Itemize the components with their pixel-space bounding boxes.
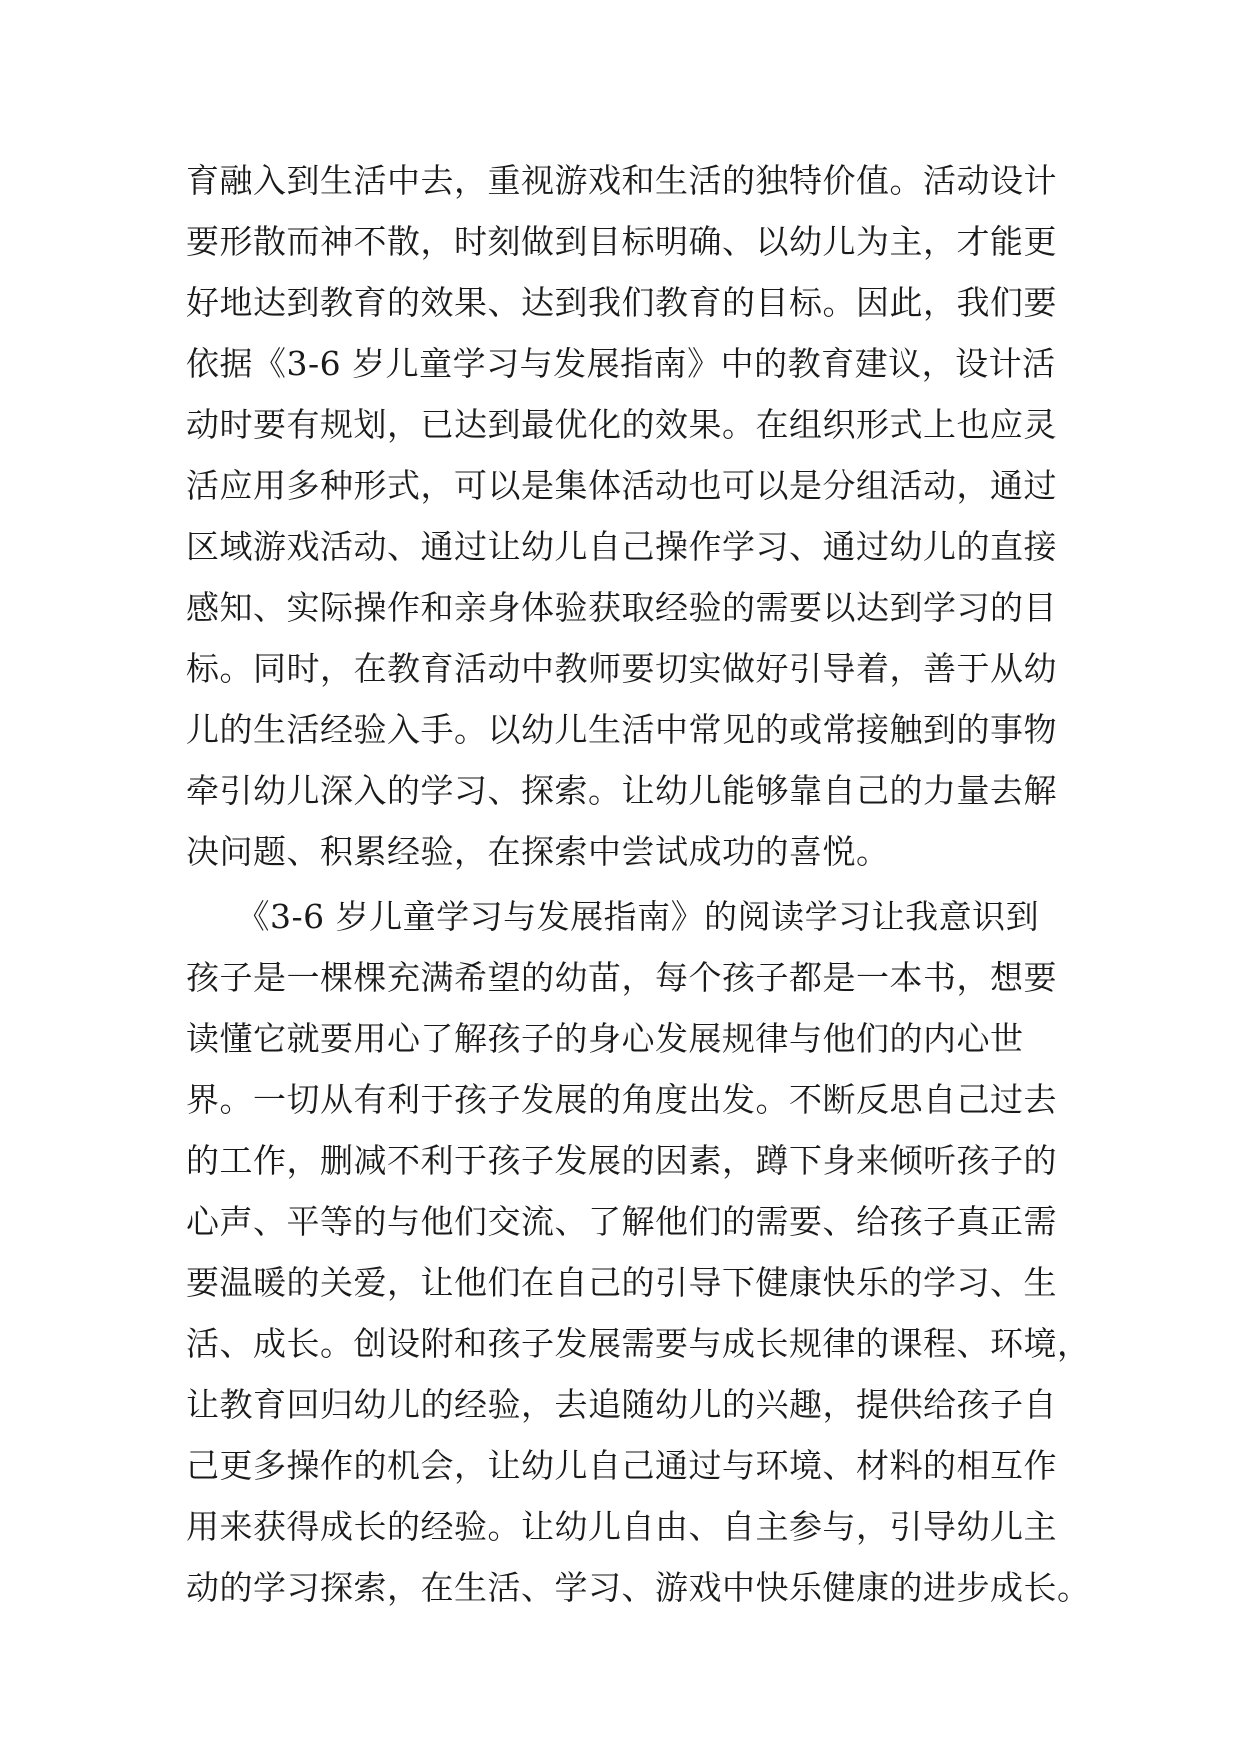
text-line: 界。一切从有利于孩子发展的角度出发。不断反思自己过去: [186, 1080, 1057, 1119]
text-line: 牵引幼儿深入的学习、探索。让幼儿能够靠自己的力量去解: [186, 771, 1057, 810]
text-line: 读懂它就要用心了解孩子的身心发展规律与他们的内心世: [186, 1019, 1024, 1058]
document-body: [186, 150, 1091, 1618]
paragraph-1: [186, 150, 1056, 882]
text-line: 区域游戏活动、通过让幼儿自己操作学习、通过幼儿的直接: [186, 527, 1057, 566]
text-line: 用来获得成长的经验。让幼儿自由、自主参与，引导幼儿主: [186, 1507, 1057, 1546]
paragraph-2: [186, 886, 1091, 1618]
text-line: 依据《3-6 岁儿童学习与发展指南》中的教育建议，设计活: [186, 344, 1056, 383]
text-line: 《3-6 岁儿童学习与发展指南》的阅读学习让我意识到: [186, 897, 1040, 936]
text-line: 决问题、积累经验，在探索中尝试成功的喜悦。: [186, 832, 890, 871]
text-line: 要形散而神不散，时刻做到目标明确、以幼儿为主，才能更: [186, 222, 1057, 261]
text-line: 的工作，删减不利于孩子发展的因素，蹲下身来倾听孩子的: [186, 1141, 1057, 1180]
text-line: 己更多操作的机会，让幼儿自己通过与环境、材料的相互作: [186, 1446, 1057, 1485]
text-line: 标。同时，在教育活动中教师要切实做好引导着，善于从幼: [186, 649, 1057, 688]
text-line: 活、成长。创设附和孩子发展需要与成长规律的课程、环境，: [186, 1324, 1091, 1363]
text-line: 感知、实际操作和亲身体验获取经验的需要以达到学习的目: [186, 588, 1057, 627]
text-line: 育融入到生活中去，重视游戏和生活的独特价值。活动设计: [186, 161, 1057, 200]
text-line: 要温暖的关爱，让他们在自己的引导下健康快乐的学习、生: [186, 1263, 1057, 1302]
text-line: 动的学习探索，在生活、学习、游戏中快乐健康的进步成长。: [186, 1568, 1091, 1607]
text-line: 儿的生活经验入手。以幼儿生活中常见的或常接触到的事物: [186, 710, 1057, 749]
text-line: 活应用多种形式，可以是集体活动也可以是分组活动，通过: [186, 466, 1057, 505]
text-line: 孩子是一棵棵充满希望的幼苗，每个孩子都是一本书，想要: [186, 958, 1057, 997]
text-line: 让教育回归幼儿的经验，去追随幼儿的兴趣，提供给孩子自: [186, 1385, 1057, 1424]
text-line: 动时要有规划，已达到最优化的效果。在组织形式上也应灵: [186, 405, 1057, 444]
text-line: 心声、平等的与他们交流、了解他们的需要、给孩子真正需: [186, 1202, 1057, 1241]
text-line: 好地达到教育的效果、达到我们教育的目标。因此，我们要: [186, 283, 1057, 322]
